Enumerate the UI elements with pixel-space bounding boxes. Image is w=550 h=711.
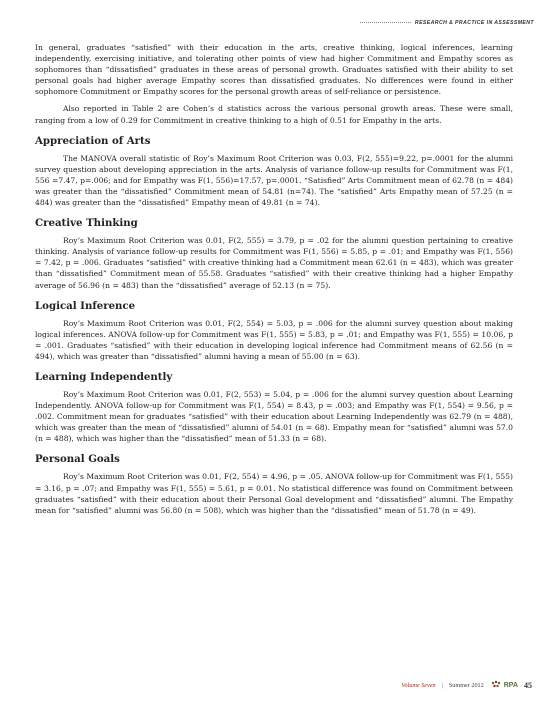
section-body-learning-independently: Roy’s Maximum Root Criterion was 0.01, F(2, 553) = 5.04, p = .006 for the alumni survey question about Learning Independently. ANOVA follow-up for Commitment was F(1, 554) = 8.43, p = .003; and Empathy was F(1, 554) = 9.56, p = .002. Commitment mean for graduates “satisfied” with their education about Learning Independently was 62.79 (n = 488), which was greater than the mean of “dissatisfied” alumni of 54.01 (n = 68). Empathy mean for “satisfied” alumni was 57.0 (n = 488), which was higher than the “dissatisfied” mean of 51.33 (n = 68). [35,389,513,444]
footer-separator: | [441,681,443,689]
footer-volume: Volume Seven [401,681,436,689]
running-head [360,20,534,26]
running-head-label: RESEARCH & PRACTICE IN ASSESSMENT [414,20,534,26]
section-heading-personal-goals: Personal Goals [35,453,120,466]
section-body-personal-goals: Roy’s Maximum Root Criterion was 0.01, F(2, 554) = 4.96, p = .05. ANOVA follow-up for Commitment was F(1, 555) = 3.16, p = .07; and Empathy was F(1, 555) = 5.61, p = 0.01. No statistical difference was found on Commitment between graduates “satisfied” with their education about their Personal Goal development and “dissatisfied” alumni. The Empathy mean for “satisfied” alumni was 56.80 (n = 508), which was higher than the “dissatisfied” mean of 51.78 (n = 49). [35,472,513,515]
rpa-logo-text: RPA [503,681,518,689]
page-footer [401,680,532,690]
rpa-logo-icon [490,680,502,690]
section-heading-learning-independently: Learning Independently [35,370,173,383]
article-body [35,42,513,522]
intro-paragraph-1: In general, graduates “satisfied” with their education in the arts, creative thinking, logical inferences, learning independently, exercising initiative, and tolerating other points of view had higher Commitment and Empathy scores as sophomores than “dissatisfied” graduates in these areas of personal growth. Graduates satisfied with their ability to set personal goals had higher average Empathy scores than dissatisfied graduates. No differences were found in either sophomore Commitment or Empathy scores for the personal growth areas of self-reliance or persistence. [35,43,513,97]
footer-issue: Summer 2012 [448,681,484,689]
section-heading-creative-thinking: Creative Thinking [35,217,138,230]
intro-paragraph-2: Also reported in Table 2 are Cohen’s d statistics across the various personal growth areas. These were small, ranging from a low of 0.29 for Commitment in creative thinking to a high of 0.51 for Empathy in the arts. [35,104,513,125]
section-heading-logical-inference: Logical Inference [35,299,136,312]
running-head-rule [360,22,411,23]
section-body-arts: The MANOVA overall statistic of Roy’s Maximum Root Criterion was 0.03, F(2, 555)=9.22, p=.0001 for the alumni survey question about developing appreciation in the arts. Analysis of variance follow-up results for Commitment was F(1, 556 =7.47, p=.006; and for Empathy was F(1, 556)=17.57, p=.0001. “Satisfied” Arts Commitment mean of 62.78 (n = 484) was greater than the “dissatisfied” Commitment mean of 54.81 (n=74). The “satisfied” Arts Empathy mean of 57.25 (n = 484) was greater than the “dissatisfied” Empathy mean of 49.81 (n = 74). [35,153,513,208]
section-heading-arts: Appreciation of Arts [35,134,151,147]
section-body-creative-thinking: Roy’s Maximum Root Criterion was 0.01, F(2, 555) = 3.79, p = .02 for the alumni question pertaining to creative thinking. Analysis of variance follow-up results for Commitment was F(1, 556) = 5.85, p = .01; and Empathy was F(1, 556) = 7.42, p = .006. Graduates “satisfied” with creative thinking had a Commitment mean 62.61 (n = 483), which was greater than “dissatisfied” Commitment mean of 55.58. Graduates “satisfied” with their creative thinking had a higher Empathy average of 56.96 (n = 483) than the “dissatisfied” average of 52.13 (n = 75). [35,236,513,290]
rpa-logo [490,680,518,690]
section-body-logical-inference: Roy’s Maximum Root Criterion was 0.01, F(2, 554) = 5.03, p = .006 for the alumni survey question about making logical inferences. ANOVA follow-up for Commitment was F(1, 555) = 5.83, p = .01; and Empathy was F(1, 555) = 10.06, p = .001. Graduates “satisfied” with their education in developing logical inference had Commitment means of 62.56 (n = 494), which was greater than “dissatisfied” alumni having a mean of 55.00 (n = 63). [35,318,513,361]
page-number: 45 [524,680,532,690]
